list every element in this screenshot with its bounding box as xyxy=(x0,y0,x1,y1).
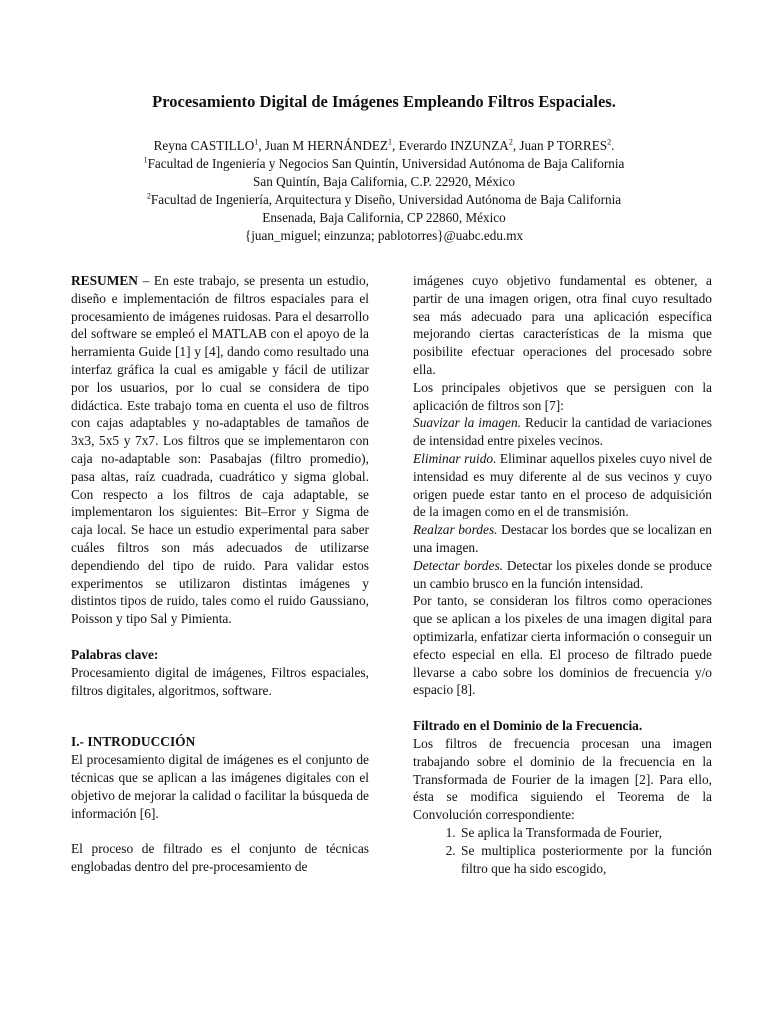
keywords-label: Palabras clave: xyxy=(71,646,159,662)
objective-text: Detectar los pixeles donde se produce un cambio brusco en la función intensidad. xyxy=(413,557,712,591)
affiliation-line: Ensenada, Baja California, CP 22860, México xyxy=(262,210,506,225)
objective-item xyxy=(413,521,712,557)
body-paragraph: Los principales objetivos que se persiguen con la aplicación de filtros son [7]: xyxy=(413,379,712,413)
author-name: Everardo INZUNZA xyxy=(398,138,509,153)
keywords-text: Procesamiento digital de imágenes, Filtros espaciales, filtros digitales, algoritmos, software. xyxy=(71,664,369,698)
objective-item xyxy=(413,557,712,593)
author-block xyxy=(0,137,768,245)
author-affiliation-mark: 2 xyxy=(508,137,513,147)
author-name: Juan M HERNÁNDEZ xyxy=(264,138,388,153)
affiliation-mark: 2 xyxy=(146,191,151,201)
left-column xyxy=(71,272,369,876)
abstract-text: – En este trabajo, se presenta un estudio, diseño e implementación de filtros espaciales para el procesamiento de imágenes ruidosas. Para el desarrollo del software se empleó el MATLAB con el apoyo de la herramienta Guide [1] y [4], dando como resultado una interfaz gráfica la cual es amigable y fácil de utilizar por los usuarios, por lo cual se considera de tipo didáctica. Este trabajo toma en cuenta el uso de filtros con cajas adaptables y no-adaptables de tamaños de 3x3, 5x5 y 7x7. Los filtros que se implementaron con caja no-adaptable son: Pasabajas (filtro promedio), pasa altas, raíz cuadrada, cuadrático y sigma global. Con respecto a los filtros de caja adaptable, se implementaron los siguientes: Bit–Error y Sigma de caja local. Se hace un estudio experimental para saber cuáles filtros son más adecuados de utilizarse dependiendo del tipo de ruido. Para validar estos experimentos se utilizaron distintas imágenes y distintos tipos de ruido, tales como el ruido Gaussiano, Poisson y tipo Sal y Pimienta. xyxy=(71,273,369,627)
author-name: Reyna CASTILLO xyxy=(153,138,255,153)
affiliation-2 xyxy=(0,191,768,209)
author-affiliation-mark: 1 xyxy=(387,137,392,147)
intro-paragraph: El procesamiento digital de imágenes es el conjunto de técnicas que se aplican a las imágenes digitales con el objetivo de mejorar la calidad o facilitar la búsqueda de información [6]. xyxy=(71,752,369,821)
objective-text: Destacar los bordes que se localizan en una imagen. xyxy=(413,522,712,555)
objective-term: Eliminar ruido. xyxy=(413,450,497,466)
affiliation-line: San Quintín, Baja California, C.P. 22920, México xyxy=(253,174,515,189)
list-item: 1. Se aplica la Transformada de Fourier, xyxy=(459,824,712,842)
author-list: Reyna CASTILLO$^1$, Juan M HERNÁNDEZ$^1$, Everardo INZUNZA$^2$, Juan P TORRES$^2$. xyxy=(153,137,615,153)
author-name: Juan P TORRES xyxy=(519,138,608,153)
intro-heading: I.- INTRODUCCIÓN xyxy=(71,734,196,750)
affiliation-line: Facultad de Ingeniería y Negocios San Quintín, Universidad Autónoma de Baja California xyxy=(147,156,625,171)
author-affiliation-mark: 2 xyxy=(607,137,612,147)
affiliation-line: Facultad de Ingeniería, Arquitectura y Diseño, Universidad Autónoma de Baja California xyxy=(150,192,622,207)
body-paragraph: imágenes cuyo objetivo fundamental es obtener, a partir de una imagen origen, otra final cuyo resultado sea más adecuado para una aplicación específica mejorando ciertas características de la misma que posibilite efectuar operaciones del procesado sobre ella. xyxy=(413,273,712,377)
affiliation-mark: 1 xyxy=(143,155,148,165)
section-heading-frequency: Filtrado en el Dominio de la Frecuencia. xyxy=(413,718,643,734)
objective-item xyxy=(413,450,712,521)
intro-paragraph: El proceso de filtrado es el conjunto de técnicas englobadas dentro del pre-procesamiento de xyxy=(71,841,369,875)
paper-title: Procesamiento Digital de Imágenes Empleando Filtros Espaciales. xyxy=(152,92,616,111)
author-email: {juan_miguel; einzunza; pablotorres}@uabc.edu.mx xyxy=(244,228,524,243)
abstract-label: RESUMEN xyxy=(71,273,138,288)
body-paragraph: Por tanto, se consideran los filtros como operaciones que se aplican a los pixeles de una imagen digital para optimizarla, enfatizar cierta información o conseguir un efecto especial en ella. El proceso de filtrado puede llevarse a cabo sobre los dominios de frecuencia y/o espacio [8]. xyxy=(413,593,712,698)
objective-term: Realzar bordes. xyxy=(413,522,498,538)
objective-text: Eliminar aquellos pixeles cuyo nivel de intensidad es muy diferente al de sus vecinos y cuyo origen puede estar tanto en el proceso de adquisición de la imagen como en el de transmisión. xyxy=(413,450,713,520)
steps-list xyxy=(413,824,712,877)
objective-text: Reducir la cantidad de variaciones de intensidad entre pixeles vecinos. xyxy=(413,415,712,449)
body-paragraph: Los filtros de frecuencia procesan una imagen trabajando sobre el dominio de la frecuencia en la Transformada de Fourier de la imagen [2]. Para ello, ésta se modifica siguiendo el Teorema de la Convolución correspondiente: xyxy=(413,735,712,823)
affiliation-1 xyxy=(0,155,768,173)
objective-term: Suavizar la imagen. xyxy=(413,415,522,431)
objective-item xyxy=(413,414,712,450)
objective-term: Detectar bordes. xyxy=(413,557,503,573)
list-item: 2. Se multiplica posteriormente por la función filtro que ha sido escogido, xyxy=(459,842,712,878)
author-affiliation-mark: 1 xyxy=(254,137,259,147)
right-column xyxy=(413,272,712,877)
abstract-paragraph xyxy=(71,272,369,628)
